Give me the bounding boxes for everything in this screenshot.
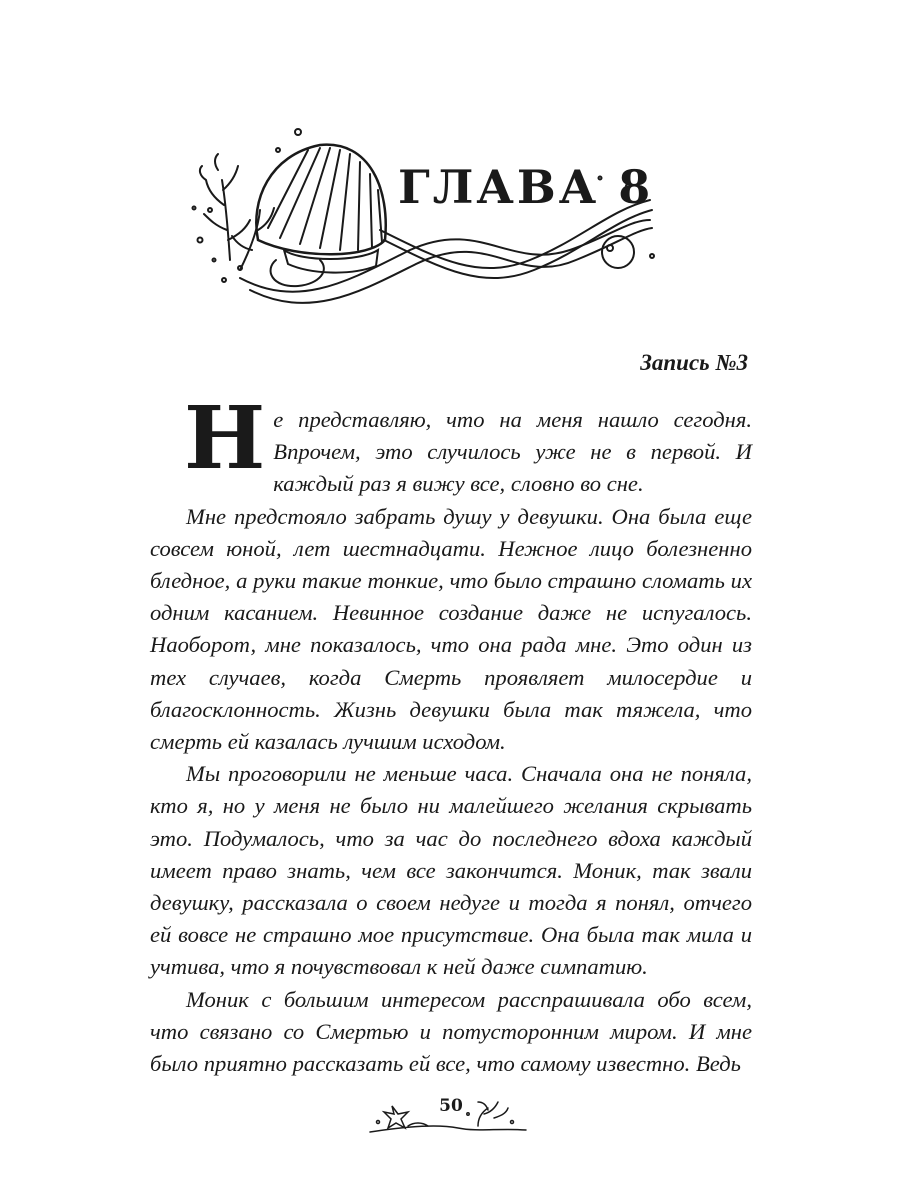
paragraph-3: Мы проговорили не меньше часа. Сначала она не поняла, кто я, но у меня не было ни малейшего желания скрывать это. Подумалось, что за час до последнего вдоха каждый имеет право знать, чем все закончится. Моник, так звали девушку, рассказала о своем недуге и тогда я понял, отчего ей вовсе не страшно мое присутствие. Она была так мила и учтива, что я почувствовал к ней даже симпатию. <box>150 761 752 980</box>
paragraph-2: Мне предстояло забрать душу у девушки. Она была еще совсем юной, лет шестнадцати. Нежное лицо болезненно бледное, а руки такие тонкие, что было страшно сломать их одним касанием. Невинное создание даже не испугалось. Наоборот, мне показалось, что она рада мне. Это один из тех случаев, когда Смерть проявляет милосердие и благосклонность. Жизнь девушки была так тяжела, что смерть ей казалась лучшим исходом. <box>150 503 752 755</box>
page-number: 50 <box>439 1096 463 1116</box>
body-text <box>150 388 752 1080</box>
paragraph-4: Моник с большим интересом расспрашивала обо всем, что связано со Смертью и потусторонним миром. И мне было приятно рассказать ей все, что самому известно. Ведь <box>150 986 752 1077</box>
shell-coral-ribbon-ornament-icon <box>180 110 680 320</box>
paragraph-1 <box>150 388 752 501</box>
paragraph-1-text: е представляю, что на меня нашло сегодня. Впрочем, это случилось уже не в первой. И каждый раз я вижу все, словно во сне. <box>273 407 752 497</box>
drop-cap: Н <box>184 388 266 489</box>
chapter-title: ГЛАВА 8 <box>398 160 654 214</box>
entry-title: Запись №3 <box>640 350 748 375</box>
